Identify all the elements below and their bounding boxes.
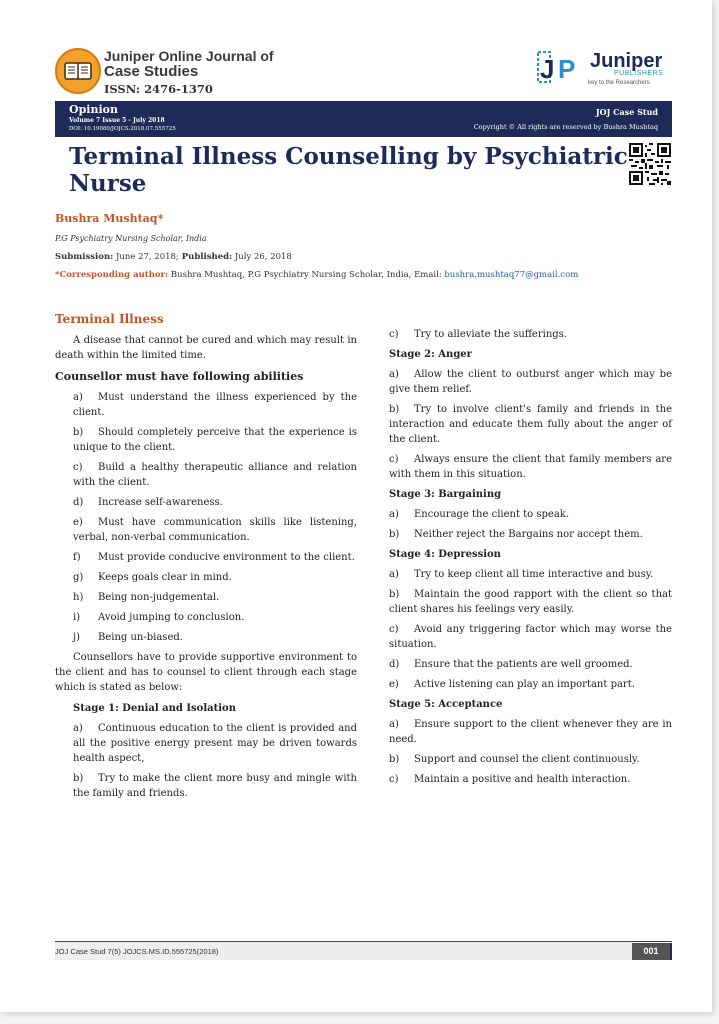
stage3-item-text: Encourage the client to speak. xyxy=(414,509,570,520)
stage1-item-text: Try to alleviate the sufferings. xyxy=(414,329,567,340)
stage4-item-label: c) xyxy=(389,624,399,635)
stage5-item-label: c) xyxy=(389,774,399,785)
page-number-accent xyxy=(670,943,672,960)
corresponding-author xyxy=(55,270,578,280)
publisher-sub: PUBLISHERS xyxy=(614,70,664,77)
ability-item-label: h) xyxy=(73,592,84,603)
stage4-heading: Stage 4: Depression xyxy=(389,549,501,560)
left-column xyxy=(55,312,357,806)
journal-name-line2: Case Studies xyxy=(104,63,199,80)
ability-item xyxy=(73,610,357,625)
publisher-name: Juniper xyxy=(590,50,663,72)
footer-citation: JOJ Case Stud 7(5) JOJCS.MS.ID.555725(2018) xyxy=(55,947,219,956)
stage3-item xyxy=(389,527,672,542)
published-label: Published: xyxy=(178,252,233,262)
ability-item xyxy=(73,570,357,585)
stage5-item xyxy=(389,772,672,787)
ability-item-label: g) xyxy=(73,572,84,583)
intro-paragraph: A disease that cannot be cured and which may result in death within the limited time. xyxy=(55,335,357,361)
stage4-item-text: Active listening can play an important part. xyxy=(414,679,635,690)
publisher-tagline: key to the Researchers xyxy=(588,80,650,86)
stage5-list xyxy=(389,717,672,787)
copyright: Copyright © All rights are reserved by Bushra Mushtaq xyxy=(473,123,658,131)
ability-item-label: j) xyxy=(73,632,81,643)
stage3-item xyxy=(389,507,672,522)
abilities-list xyxy=(55,390,357,645)
stage3-heading: Stage 3: Bargaining xyxy=(389,489,502,500)
stage1 xyxy=(55,701,357,801)
stage4-item xyxy=(389,677,672,692)
ability-item xyxy=(73,495,357,510)
stage3-item-text: Neither reject the Bargains nor accept them. xyxy=(414,529,643,540)
stage2-item-label: c) xyxy=(389,454,399,465)
stage5-item-text: Ensure support to the client whenever they are in need. xyxy=(389,719,672,745)
ability-item-text: Must understand the illness experienced by the client. xyxy=(73,392,357,418)
stage4-item-text: Avoid any triggering factor which may worse the situation. xyxy=(389,624,672,650)
ability-item-label: a) xyxy=(73,392,83,403)
stage5-item xyxy=(389,717,672,747)
stage4-item xyxy=(389,622,672,652)
stage4-item-text: Try to keep client all time interactive and busy. xyxy=(414,569,654,580)
stage5-item-label: b) xyxy=(389,754,400,765)
stage3-item-label: b) xyxy=(389,529,400,540)
article-banner xyxy=(55,101,672,137)
volume-info: Volume 7 Issue 5 - July 2018 xyxy=(69,117,165,124)
ability-item xyxy=(73,550,357,565)
author-affiliation: P.G Psychiatry Nursing Scholar, India xyxy=(55,234,207,243)
stage3-list xyxy=(389,507,672,542)
stage2-item-label: a) xyxy=(389,369,399,380)
stage1-item-text: Try to make the client more busy and mingle with the family and friends. xyxy=(73,773,357,799)
stage2-list xyxy=(389,367,672,482)
page-number: 001 xyxy=(632,943,670,960)
stage1-item xyxy=(389,327,672,342)
journal-issn: ISSN: 2476-1370 xyxy=(104,82,213,96)
author-name: Bushra Mushtaq* xyxy=(55,212,164,225)
submission-date: June 27, 2018; xyxy=(113,252,179,262)
jp-logo-icon xyxy=(536,50,588,88)
ability-item-text: Keeps goals clear in mind. xyxy=(98,572,232,583)
right-column xyxy=(389,327,672,792)
stage1-item-label: b) xyxy=(73,773,84,784)
email-link[interactable]: bushra.mushtaq77@gmail.com xyxy=(444,270,579,280)
article-title: Terminal Illness Counselling by Psychiatric Nurse xyxy=(69,143,628,197)
doi: DOI: 10.19080/JOJCS.2018.07.555725 xyxy=(69,126,176,132)
stage5-heading: Stage 5: Acceptance xyxy=(389,699,503,710)
journal-abbrev: JOJ Case Stud xyxy=(595,107,658,117)
counsellors-paragraph: Counsellors have to provide supportive environment to the client and has to counsel to client through each stage which is stated as below: xyxy=(55,652,357,693)
article-type: Opinion xyxy=(69,103,118,116)
footer-divider xyxy=(55,941,672,942)
ability-item xyxy=(73,630,357,645)
stage4-item xyxy=(389,567,672,582)
stage1-list xyxy=(73,721,357,801)
stage5-item-label: a) xyxy=(389,719,399,730)
stage4-item-label: d) xyxy=(389,659,400,670)
submission-label: Submission: xyxy=(55,252,114,262)
stage2-item xyxy=(389,452,672,482)
ability-item-label: d) xyxy=(73,497,84,508)
svg-text:P: P xyxy=(558,54,576,84)
ability-item-label: c) xyxy=(73,462,83,473)
section-title: Terminal Illness xyxy=(55,312,164,326)
stage2-item-text: Try to involve client's family and friends in the interaction and educate them fully about the anger of the client. xyxy=(389,404,672,445)
stage4-item-text: Ensure that the patients are well groomed. xyxy=(414,659,633,670)
stage3-item-label: a) xyxy=(389,509,399,520)
stage1-item-label: a) xyxy=(73,723,83,734)
stage2-item xyxy=(389,367,672,397)
journal-name-line1: Juniper Online Journal of xyxy=(104,48,274,64)
ability-item-label: b) xyxy=(73,427,84,438)
stage2-item-label: b) xyxy=(389,404,400,415)
stage1-continued xyxy=(389,327,672,342)
stage1-item-text: Continuous education to the client is provided and all the positive energy present may be driven towards health aspect, xyxy=(73,723,357,764)
stage2-item-text: Allow the client to outburst anger which may be give them relief. xyxy=(389,369,672,395)
ability-item xyxy=(73,390,357,420)
ability-item xyxy=(73,590,357,605)
stage4-item-label: a) xyxy=(389,569,399,580)
stage1-item-label: c) xyxy=(389,329,399,340)
ability-item-text: Increase self-awareness. xyxy=(98,497,223,508)
stage5-item-text: Maintain a positive and health interaction. xyxy=(414,774,631,785)
abilities-heading: Counsellor must have following abilities xyxy=(55,370,304,383)
ability-item xyxy=(73,460,357,490)
stage4-item-text: Maintain the good rapport with the client so that client shares his feelings very easily. xyxy=(389,589,672,615)
stage1-heading: Stage 1: Denial and Isolation xyxy=(73,703,236,714)
qr-code-icon xyxy=(629,143,671,185)
corr-text: Bushra Mushtaq, P.G Psychiatry Nursing Scholar, India, Email: xyxy=(168,270,445,280)
stage2-item xyxy=(389,402,672,447)
ability-item-text: Build a healthy therapeutic alliance and relation with the client. xyxy=(73,462,357,488)
ability-item xyxy=(73,515,357,545)
ability-item-label: i) xyxy=(73,612,81,623)
stage4-item xyxy=(389,587,672,617)
stage1-item xyxy=(73,771,357,801)
stage4-item-label: b) xyxy=(389,589,400,600)
corr-label: *Corresponding author: xyxy=(55,270,169,280)
ability-item-text: Being non-judgemental. xyxy=(98,592,220,603)
ability-item-text: Avoid jumping to conclusion. xyxy=(98,612,245,623)
journal-name xyxy=(104,48,274,80)
ability-item-text: Must provide conducive environment to the client. xyxy=(98,552,355,563)
stage1-item xyxy=(73,721,357,766)
svg-text:J: J xyxy=(540,54,555,84)
ability-item-text: Must have communication skills like listening, verbal, non-verbal communication. xyxy=(73,517,357,543)
stage4-item xyxy=(389,657,672,672)
ability-item-text: Being un-biased. xyxy=(98,632,183,643)
ability-item xyxy=(73,425,357,455)
stage4-item-label: e) xyxy=(389,679,399,690)
open-book-icon xyxy=(55,48,101,94)
article-dates xyxy=(55,252,292,262)
ability-item-text: Should completely perceive that the experience is unique to the client. xyxy=(73,427,357,453)
stage5-item-text: Support and counsel the client continuously. xyxy=(414,754,640,765)
ability-item-label: e) xyxy=(73,517,83,528)
stage2-item-text: Always ensure the client that family members are with them in this situation. xyxy=(389,454,672,480)
ability-item-label: f) xyxy=(73,552,81,563)
stage4-list xyxy=(389,567,672,692)
stage5-item xyxy=(389,752,672,767)
published-date: July 26, 2018 xyxy=(232,252,292,262)
stage2-heading: Stage 2: Anger xyxy=(389,349,472,360)
